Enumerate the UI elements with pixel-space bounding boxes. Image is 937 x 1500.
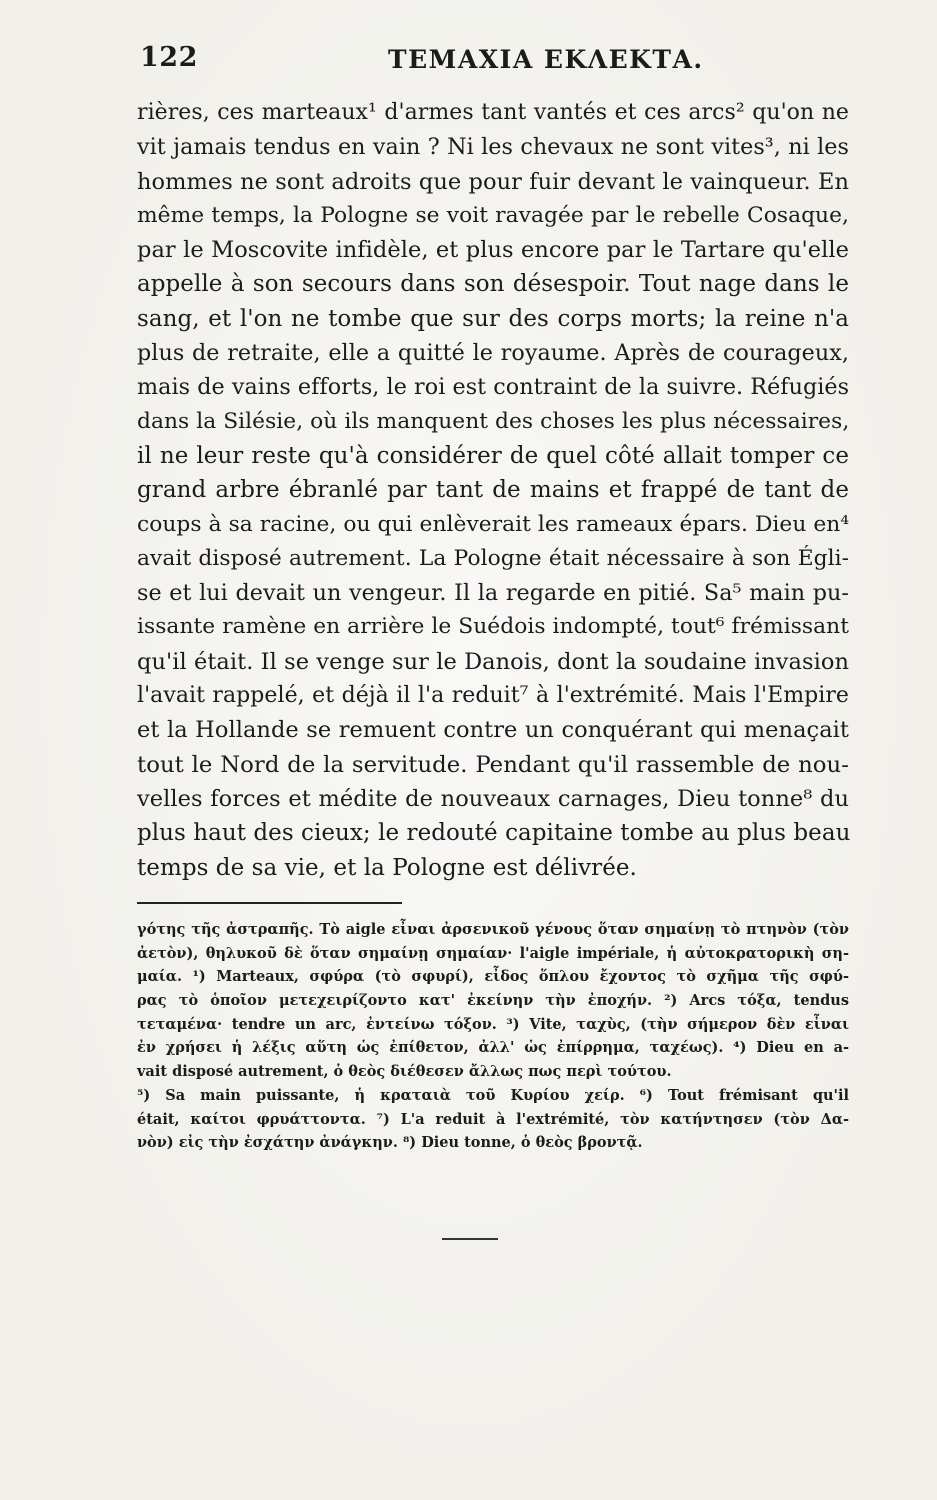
- text-line: appelle à son secours dans son désespoir. Tout nage dans le: [137, 271, 849, 298]
- text-line: dans la Silésie, où ils manquent des choses les plus nécessaires,: [137, 408, 850, 434]
- footnote-line: τεταμένα· tendre un arc, ἐντείνω τόξον. ³) Vite, ταχὺς, (τὴν σήμερον δὲν εἶναι: [137, 1015, 849, 1033]
- footnote-line: γότης τῆς ἀστραπῆς. Τὸ aigle εἶναι ἀρσενικοῦ γένους ὅταν σημαίνῃ τὸ πτηνὸν (τὸν: [137, 921, 849, 938]
- text-line: velles forces et médite de nouveaux carnages, Dieu tonne⁸ du: [137, 785, 849, 812]
- footnote-line: ⁵) Sa main puissante, ἡ κραταιὰ τοῦ Κυρίου χείρ. ⁶) Tout frémisant qu'il: [137, 1086, 849, 1104]
- footnote-separator: [137, 902, 402, 904]
- text-line: tout le Nord de la servitude. Pendant qu'il rassemble de nou-: [137, 751, 849, 778]
- text-line: qu'il était. Il se venge sur le Danois, dont la soudaine invasion: [137, 648, 849, 675]
- text-line: hommes ne sont adroits que pour fuir devant le vainqueur. En: [137, 168, 849, 195]
- running-title: ΤΕΜΑΧΙΑ ΕΚΛΕΚΤΑ.: [388, 45, 704, 74]
- text-line: rières, ces marteaux¹ d'armes tant vantés et ces arcs² qu'on ne: [137, 100, 849, 125]
- text-line: et la Hollande se remuent contre un conquérant qui menaçait: [137, 717, 849, 744]
- text-line: mais de vains efforts, le roi est contraint de la suivre. Réfugiés: [137, 374, 850, 401]
- page-number: 122: [140, 42, 198, 73]
- text-line: même temps, la Pologne se voit ravagée par le rebelle Cosaque,: [137, 202, 849, 228]
- text-line: l'avait rappelé, et déjà il l'a reduit⁷ à l'extrémité. Mais l'Empire: [137, 683, 849, 709]
- text-line: par le Moscovite infidèle, et plus encore par le Tartare qu'elle: [137, 237, 849, 264]
- text-line: avait disposé autrement. La Pologne était nécessaire à son Égli-: [137, 545, 849, 571]
- text-line: plus haut des cieux; le redouté capitaine tombe au plus beau: [137, 820, 851, 847]
- main-text: [137, 96, 849, 885]
- text-line: vit jamais tendus en vain ? Ni les chevaux ne sont vites³, ni les: [137, 134, 849, 161]
- text-line: issante ramène en arrière le Suédois indompté, tout⁶ frémissant: [137, 614, 849, 640]
- footnote-line: νὸν) εἰς τὴν ἐσχάτην ἀνάγκην. ⁸) Dieu tonne, ὁ θεὸς βροντᾷ.: [137, 1134, 643, 1152]
- text-line: coups à sa racine, ou qui enlèverait les rameaux épars. Dieu en⁴: [137, 511, 850, 537]
- footnote-line: ἐν χρήσει ἡ λέξις αὕτη ὡς ἐπίθετον, ἀλλ' ὡς ἐπίρρημα, ταχέως). ⁴) Dieu en a-: [137, 1039, 849, 1057]
- text-line: sang, et l'on ne tombe que sur des corps morts; la reine n'a: [137, 305, 849, 332]
- text-line: plus de retraite, elle a quitté le royaume. Après de courageux,: [137, 340, 849, 367]
- section-end-rule: [442, 1238, 498, 1240]
- footnote-line: ρας τὸ ὁποῖον μετεχειρίζοντο κατ' ἐκείνην τὴν ἐποχήν. ²) Arcs τόξα, tendus: [137, 992, 849, 1010]
- text-line: temps de sa vie, et la Pologne est délivrée.: [137, 854, 637, 881]
- footnote-line: ἀετὸν), θηλυκοῦ δὲ ὅταν σημαίνῃ σημαίαν· l'aigle impériale, ἡ αὐτοκρατορικὴ ση-: [137, 944, 849, 962]
- footnote-line: vait disposé autrement, ὁ θεὸς διέθεσεν ἄλλως πως περὶ τούτου.: [137, 1063, 672, 1081]
- footnote-line: était, καίτοι φρυάττοντα. ⁷) L'a reduit à l'extrémité, τὸν κατήντησεν (τὸν Δα-: [137, 1110, 849, 1128]
- footnote-line: μαία. ¹) Marteaux, σφύρα (τὸ σφυρί), εἶδος ὅπλου ἔχοντος τὸ σχῆμα τῆς σφύ-: [137, 968, 849, 986]
- text-line: se et lui devait un vengeur. Il la regarde en pitié. Sa⁵ main pu-: [137, 580, 849, 607]
- page-header: [140, 42, 840, 82]
- footnotes: [137, 918, 849, 1155]
- text-line: il ne leur reste qu'à considérer de quel côté allait tomper ce: [137, 442, 849, 469]
- text-line: grand arbre ébranlé par tant de mains et frappé de tant de: [137, 477, 849, 504]
